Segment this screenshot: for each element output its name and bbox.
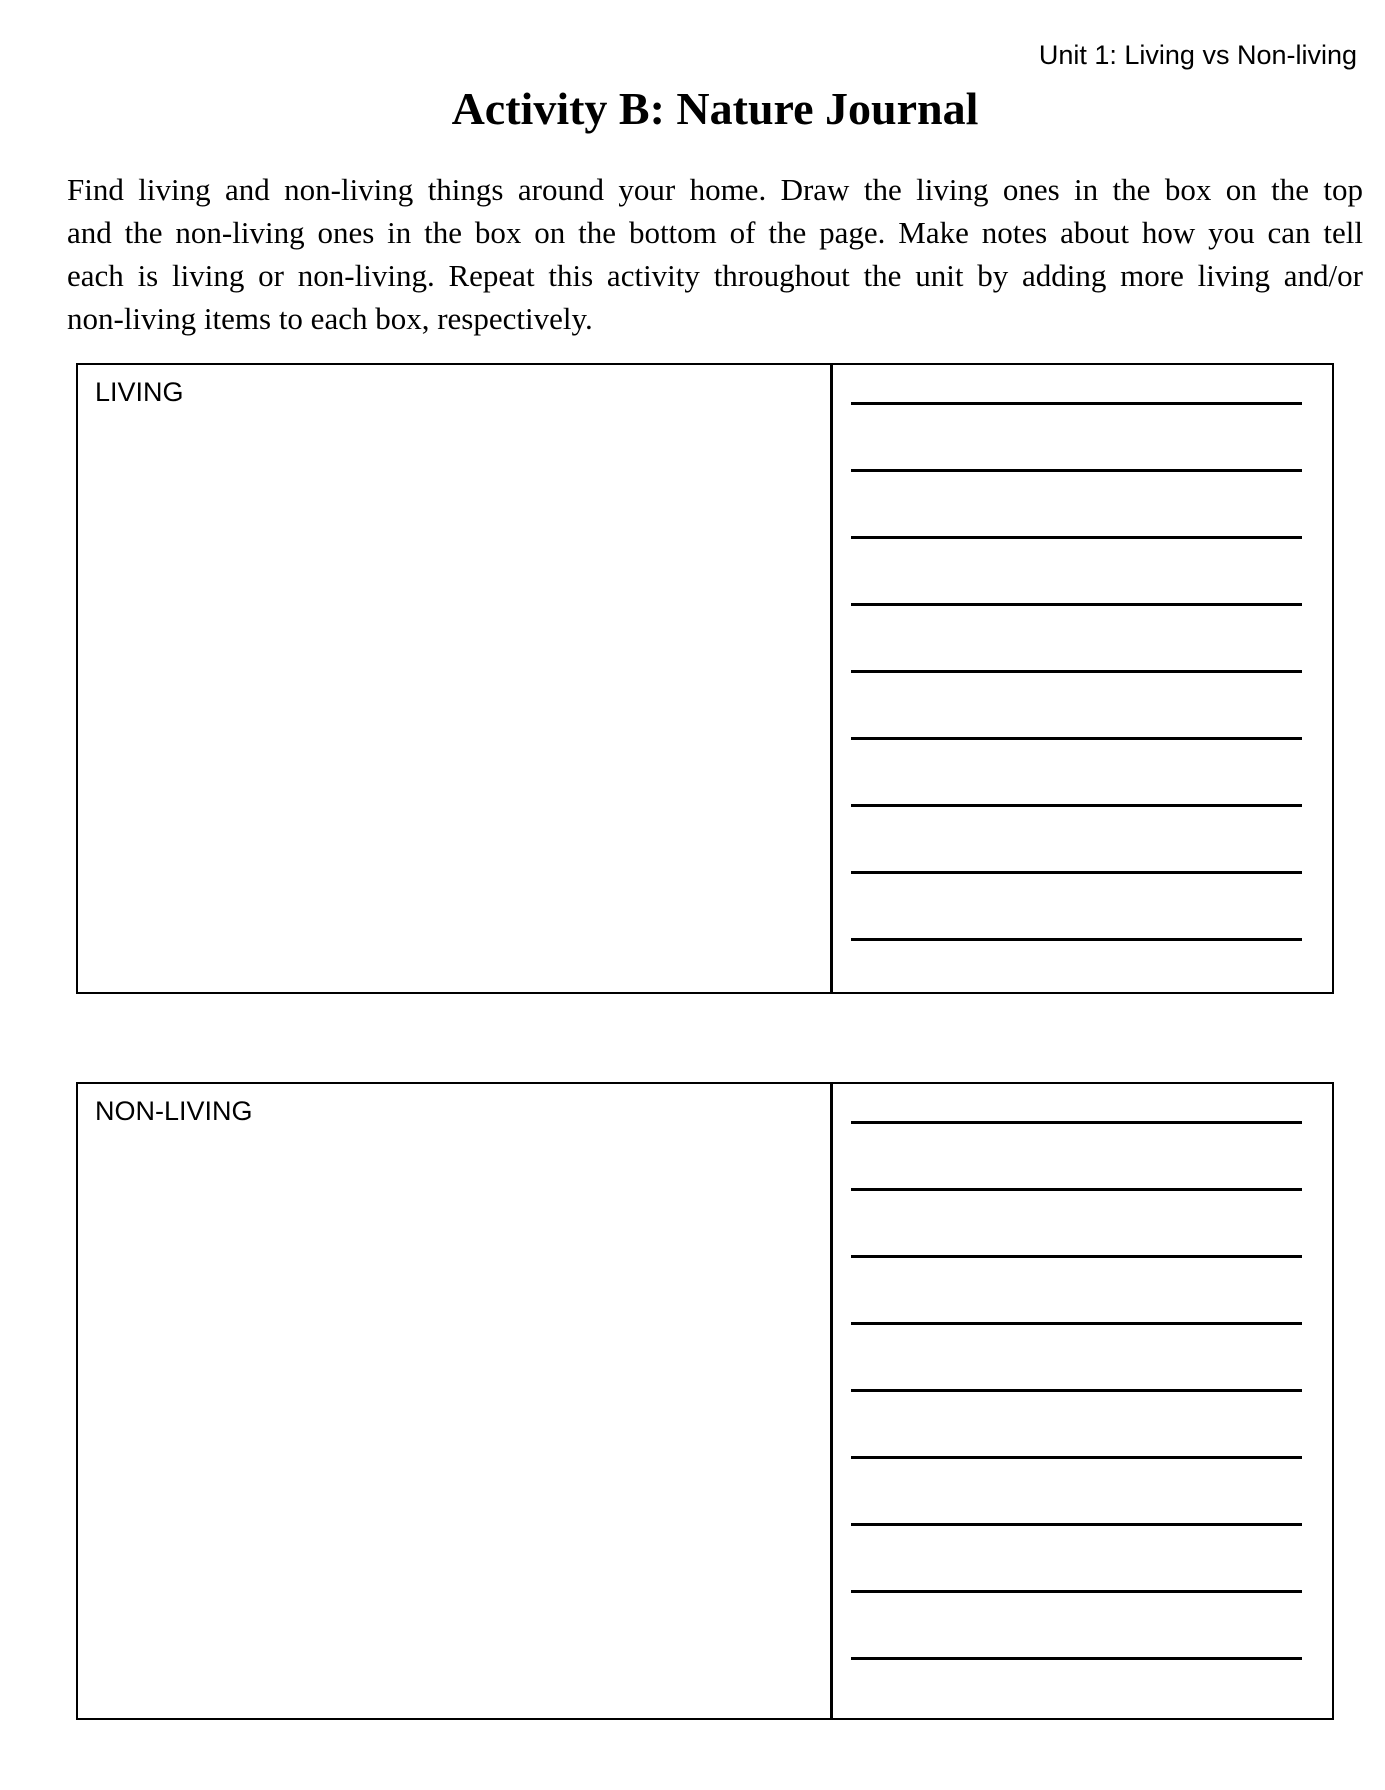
writing-line	[851, 1459, 1302, 1526]
writing-line	[851, 807, 1302, 874]
writing-line	[851, 539, 1302, 606]
unit-header: Unit 1: Living vs Non-living	[1038, 40, 1357, 70]
writing-line	[851, 740, 1302, 807]
instructions-line-4: non-living items to each box, respectively.	[67, 301, 593, 336]
writing-line	[851, 1124, 1302, 1191]
writing-line	[851, 1258, 1302, 1325]
non-living-notes-lines	[833, 1084, 1332, 1718]
instructions-line-2: and the non-living ones in the box on the bottom of the page. Make notes about how you can tell	[67, 215, 1363, 250]
writing-line	[851, 874, 1302, 941]
writing-line	[851, 472, 1302, 539]
instructions-line-3: each is living or non-living. Repeat this activity throughout the unit by adding more living and/or	[67, 258, 1363, 293]
instructions-line-1: Find living and non-living things around your home. Draw the living ones in the box on the top	[67, 172, 1363, 207]
writing-line	[851, 1392, 1302, 1459]
non-living-box	[76, 1082, 1334, 1720]
living-drawing-area	[78, 365, 833, 992]
instructions-paragraph	[67, 168, 1363, 340]
living-notes-lines	[833, 365, 1332, 992]
writing-line	[851, 365, 1302, 405]
non-living-box-label: NON-LIVING	[95, 1096, 253, 1126]
writing-line	[851, 673, 1302, 740]
writing-line	[851, 1593, 1302, 1660]
writing-line	[851, 1191, 1302, 1258]
writing-line	[851, 405, 1302, 472]
non-living-drawing-area	[78, 1084, 833, 1718]
writing-line	[851, 606, 1302, 673]
writing-line	[851, 1084, 1302, 1124]
page-title: Activity B: Nature Journal	[451, 83, 979, 134]
writing-line	[851, 1325, 1302, 1392]
living-box	[76, 363, 1334, 994]
living-box-label: LIVING	[95, 377, 184, 407]
writing-line	[851, 1526, 1302, 1593]
